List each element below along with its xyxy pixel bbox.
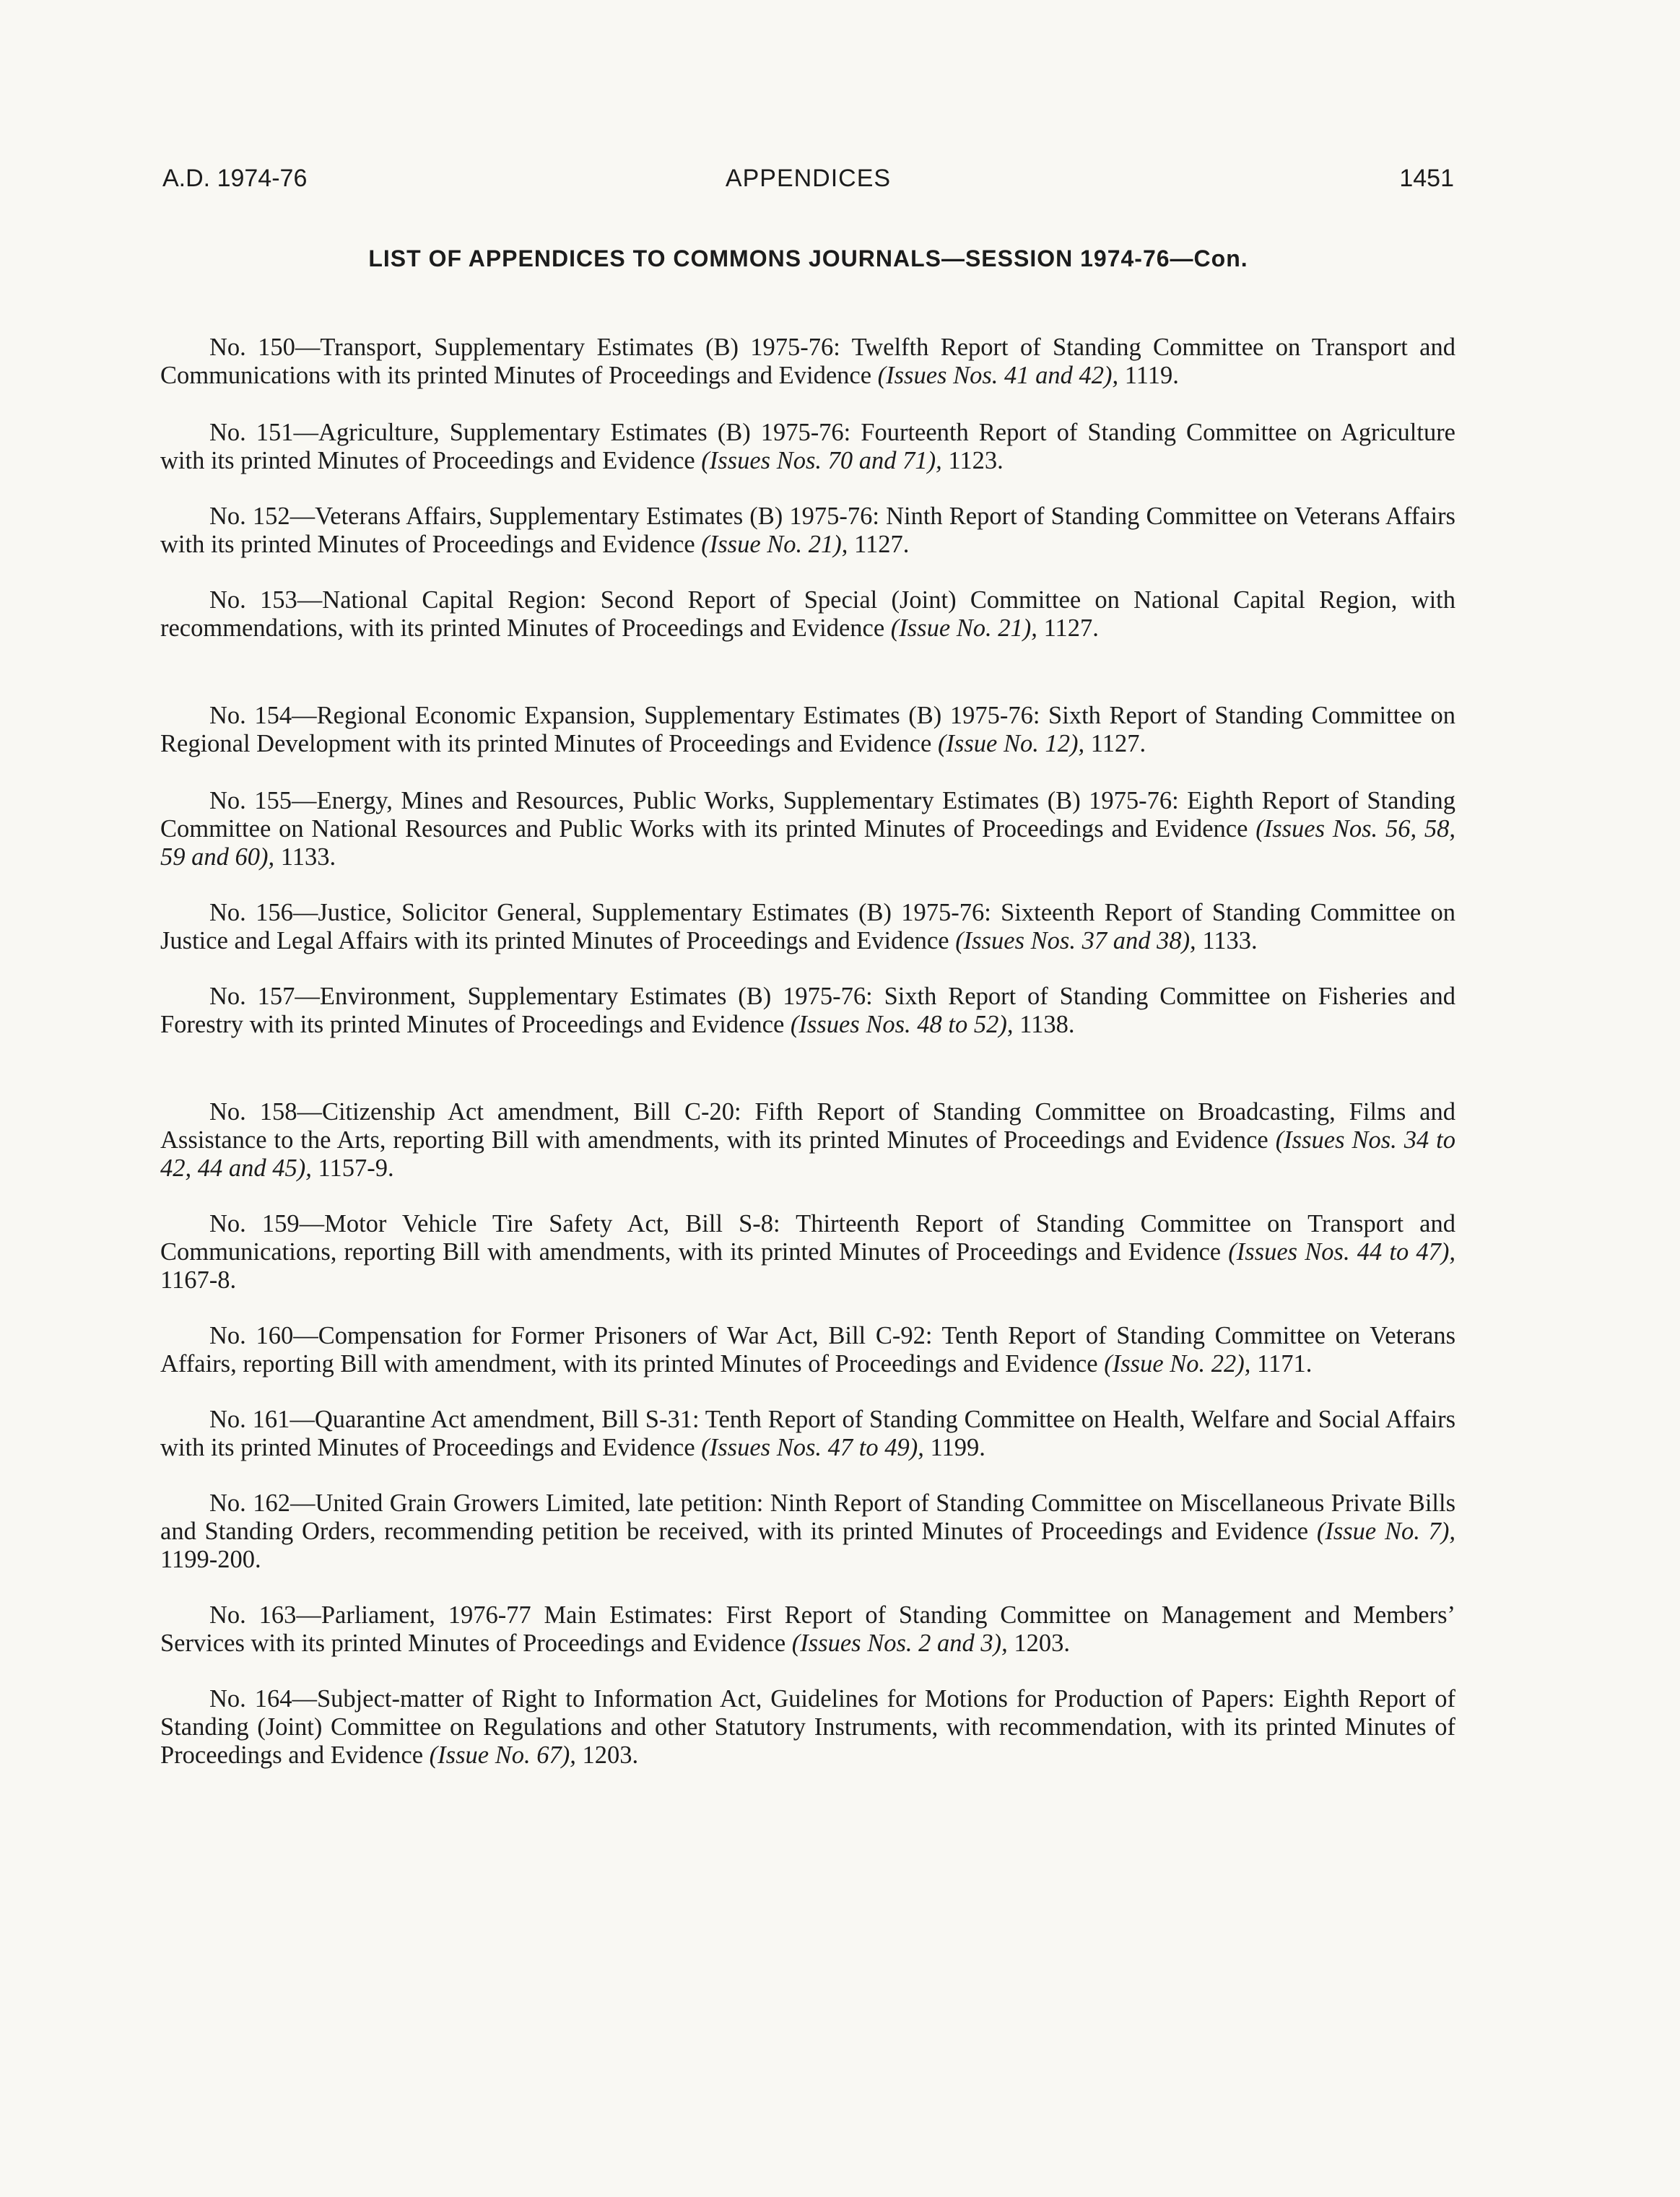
entry-page: 1138. (1019, 1011, 1075, 1038)
appendix-entry-158 (160, 1098, 1455, 1183)
entry-page: 1199-200. (160, 1546, 261, 1573)
entry-text: No. 150—Transport, Supplementary Estimates (B) 1975-76: Twelfth Report of Standing Committee on Transport and Communications with its printed Minutes of Proceedings and Evidence (160, 334, 1455, 389)
entry-text: No. 163—Parliament, 1976-77 Main Estimates: First Report of Standing Committee on Management and Members’ Services with its printed Minutes of Proceedings and Evidence (160, 1601, 1455, 1657)
entry-issue-reference: (Issues Nos. 2 and 3), (791, 1630, 1008, 1657)
entry-page: 1157-9. (318, 1154, 394, 1182)
entry-text: No. 154—Regional Economic Expansion, Supplementary Estimates (B) 1975-76: Sixth Report of Standing Committee on Regional Development with its printed Minutes of Proceedings and Evidence (160, 702, 1455, 757)
entry-issue-reference: (Issues Nos. 34 to 42, 44 and 45), (160, 1126, 1456, 1182)
list-title: LIST OF APPENDICES TO COMMONS JOURNALS—SESSION 1974-76—Con. (368, 245, 1248, 271)
entry-page: 1123. (948, 447, 1004, 474)
entry-page: 1119. (1124, 362, 1179, 389)
header-session-years: A.D. 1974-76 (162, 165, 308, 192)
entry-issue-reference: (Issue No. 22), (1104, 1350, 1251, 1378)
entry-issue-reference: (Issues Nos. 44 to 47), (1228, 1238, 1456, 1266)
appendix-entry-154 (160, 702, 1455, 758)
entry-issue-reference: (Issue No. 12), (937, 730, 1085, 757)
header-page-number: 1451 (1399, 165, 1454, 192)
entry-text: No. 161—Quarantine Act amendment, Bill S-31: Tenth Report of Standing Committee on Health, Welfare and Social Affairs with its printed Minutes of Proceedings and Evidence (160, 1406, 1455, 1461)
entry-text: No. 159—Motor Vehicle Tire Safety Act, Bill S-8: Thirteenth Report of Standing Committee on Transport and Communications, reporting Bill with amendments, with its printed Minutes of Proceedings and Evidence (160, 1210, 1455, 1266)
entry-page: 1133. (1202, 927, 1258, 954)
entry-text: No. 157—Environment, Supplementary Estimates (B) 1975-76: Sixth Report of Standing Committee on Fisheries and Forestry with its printed Minutes of Proceedings and Evidence (160, 983, 1455, 1038)
appendix-entry-150 (160, 334, 1455, 390)
entry-text: No. 151—Agriculture, Supplementary Estimates (B) 1975-76: Fourteenth Report of Standing Committee on Agriculture with its printed Minutes of Proceedings and Evidence (160, 419, 1455, 474)
entry-text: No. 162—United Grain Growers Limited, late petition: Ninth Report of Standing Committee on Miscellaneous Private Bills and Standing Orders, recommending petition be received, with its printed Minutes of Proceedings and Evidence (160, 1489, 1455, 1545)
entry-issue-reference: (Issue No. 67), (429, 1741, 576, 1769)
appendix-entry-159 (160, 1210, 1455, 1295)
entry-text: No. 156—Justice, Solicitor General, Supplementary Estimates (B) 1975-76: Sixteenth Report of Standing Committee on Justice and Legal Affairs with its printed Minutes of Proceedings and Evidence (160, 899, 1455, 954)
appendix-entry-164 (160, 1685, 1455, 1770)
entry-text: No. 153—National Capital Region: Second Report of Special (Joint) Committee on National Capital Region, with recommendations, with its printed Minutes of Proceedings and Evidence (160, 586, 1455, 642)
entry-page: 1127. (1090, 730, 1146, 757)
entry-issue-reference: (Issues Nos. 37 and 38), (955, 927, 1196, 954)
appendix-entry-151 (160, 419, 1455, 475)
appendix-entry-163 (160, 1601, 1455, 1658)
appendix-entry-153 (160, 586, 1455, 643)
appendix-entry-161 (160, 1406, 1455, 1462)
appendix-list (160, 334, 1455, 1770)
entry-issue-reference: (Issues Nos. 47 to 49), (701, 1434, 924, 1461)
appendix-entry-157 (160, 983, 1455, 1039)
entry-page: 1167-8. (160, 1266, 237, 1294)
entry-page: 1203. (582, 1741, 639, 1769)
entry-issue-reference: (Issues Nos. 41 and 42), (877, 362, 1119, 389)
entry-text: No. 152—Veterans Affairs, Supplementary Estimates (B) 1975-76: Ninth Report of Standing Committee on Veterans Affairs with its printed Minutes of Proceedings and Evidence (160, 503, 1455, 558)
entry-page: 1127. (854, 531, 910, 558)
entry-issue-reference: (Issue No. 7), (1316, 1518, 1455, 1545)
appendix-entry-162 (160, 1489, 1455, 1574)
entry-issue-reference: (Issues Nos. 70 and 71), (701, 447, 942, 474)
appendix-entry-152 (160, 503, 1455, 559)
appendix-entry-155 (160, 787, 1455, 871)
header-section-title: APPENDICES (725, 165, 892, 192)
entry-text: No. 164—Subject-matter of Right to Information Act, Guidelines for Motions for Production of Papers: Eighth Report of Standing (Joint) Committee on Regulations and other Statutory Instruments, with recommendation, with its printed Minutes of Proceedings and Evidence (160, 1685, 1455, 1769)
entry-issue-reference: (Issues Nos. 56, 58, 59 and 60), (160, 815, 1455, 871)
appendix-entry-156 (160, 899, 1455, 955)
entry-page: 1171. (1257, 1350, 1313, 1378)
appendix-entry-160 (160, 1322, 1455, 1378)
entry-issue-reference: (Issue No. 21), (890, 614, 1037, 642)
entry-text: No. 158—Citizenship Act amendment, Bill C-20: Fifth Report of Standing Committee on Broadcasting, Films and Assistance to the Arts, reporting Bill with amendments, with its printed Minutes of Proceedings and Evidence (160, 1098, 1455, 1154)
entry-text: No. 155—Energy, Mines and Resources, Public Works, Supplementary Estimates (B) 1975-76: Eighth Report of Standing Committee on National Resources and Public Works with its printed Minutes of Proceedings and Evidence (160, 787, 1455, 843)
running-head (162, 165, 1454, 201)
entry-issue-reference: (Issue No. 21), (701, 531, 848, 558)
entry-page: 1127. (1043, 614, 1099, 642)
entry-issue-reference: (Issues Nos. 48 to 52), (790, 1011, 1014, 1038)
entry-page: 1199. (930, 1434, 985, 1461)
entry-page: 1203. (1014, 1630, 1071, 1657)
entry-page: 1133. (280, 843, 336, 871)
entry-text: No. 160—Compensation for Former Prisoners of War Act, Bill C-92: Tenth Report of Standing Committee on Veterans Affairs, reporting Bill with amendment, with its printed Minutes of Proceedings and Evidence (160, 1322, 1455, 1378)
